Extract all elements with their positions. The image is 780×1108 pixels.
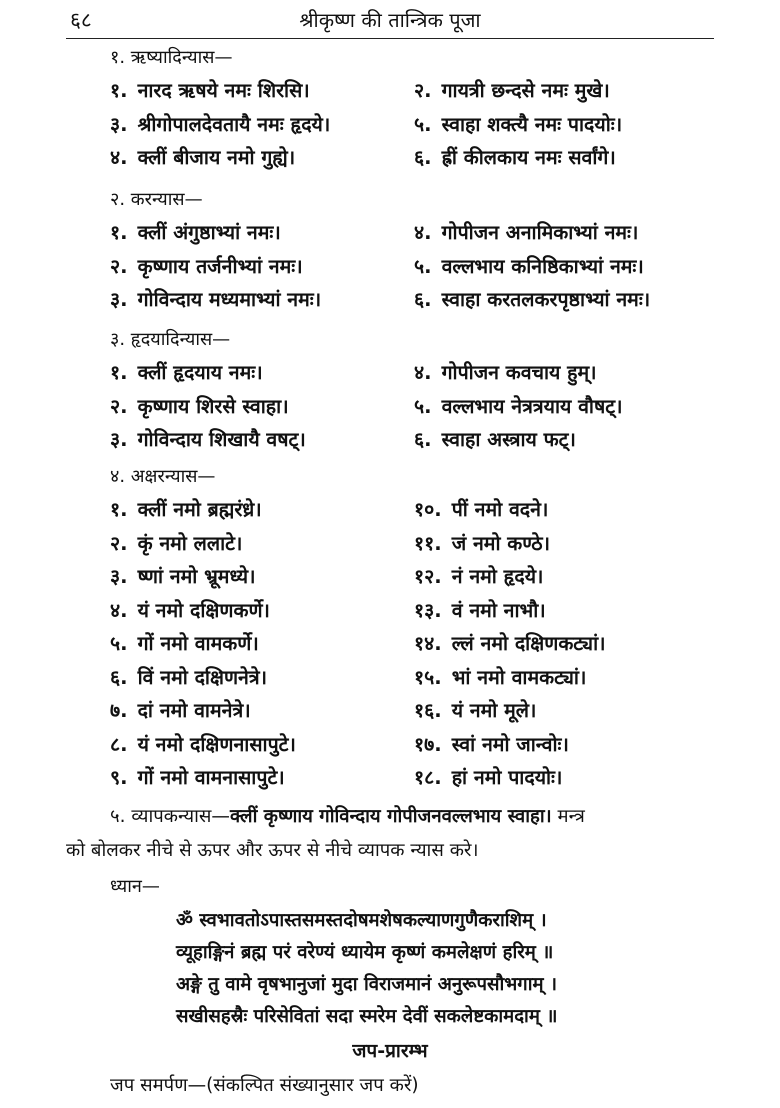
jap-samarpan: जप समर्पण—(संकल्पित संख्यानुसार जप करें) (110, 1075, 419, 1096)
vyapak-after: मन्त्र (551, 806, 585, 827)
nyas-cell (414, 216, 638, 250)
item-number: १. (110, 221, 128, 244)
item-text: हां नमो पादयोः। (451, 766, 563, 789)
verse-line: सखीसहस्रैः परिसेवितां सदा स्मरेम देवीं सकलेष्टकामदाम् ॥ (176, 1006, 558, 1027)
item-number: ३. (110, 565, 128, 588)
nyas-row (66, 283, 726, 317)
item-number: ६. (110, 665, 128, 689)
nyas-cell (414, 390, 622, 424)
item-text: गोपीजन कवचाय हुम्। (441, 361, 597, 384)
nyas-cell (414, 283, 650, 317)
nyas-cell (414, 694, 536, 728)
nyas-row (66, 761, 726, 795)
nyas-row (66, 527, 726, 561)
nyas-row (66, 560, 726, 594)
item-number: ७. (110, 699, 128, 722)
item-text: स्वाहा करतलकरपृष्ठाभ्यां नमः। (441, 288, 651, 311)
item-number: १. (110, 498, 128, 521)
item-number: ५. (110, 632, 128, 655)
nyas-row (66, 141, 726, 175)
item-number: १५. (414, 665, 442, 689)
section-title: १. ऋष्यादिन्यास— (110, 47, 233, 68)
item-number: ५. (414, 254, 432, 278)
nyas-cell (66, 250, 414, 284)
item-text: गों नमो वामकर्णे। (137, 632, 259, 655)
item-text: नारद ऋषये नमः शिरसि। (137, 79, 310, 102)
item-number: ४. (414, 221, 432, 244)
item-text: वल्लभाय कनिष्ठिकाभ्यां नमः। (441, 254, 644, 278)
nyas-cell (414, 141, 616, 175)
page-header (0, 4, 780, 36)
item-number: २. (110, 531, 128, 555)
page-number: ६८ (70, 8, 92, 32)
nyas-cell (414, 493, 548, 527)
item-text: विं नमो दक्षिणनेत्रे। (137, 665, 268, 689)
item-text: पीं नमो वदने। (451, 498, 549, 521)
nyas-row (66, 74, 726, 108)
nyas-cell (414, 661, 586, 695)
nyas-cell (414, 560, 543, 594)
nyas-row (66, 390, 726, 424)
nyas-row (66, 627, 726, 661)
nyas-cell (414, 761, 562, 795)
nyas-cell (414, 627, 606, 661)
section-karanyas (66, 183, 726, 317)
item-number: ११. (414, 531, 442, 555)
nyas-cell (66, 694, 414, 728)
section-rishyadinyas (66, 41, 726, 175)
jap-heading: जप-प्रारम्भ (352, 1040, 428, 1062)
nyas-cell (414, 423, 576, 457)
nyas-row (66, 216, 726, 250)
nyas-cell (66, 216, 414, 250)
vyapak-label: ५. व्यापकन्यास— (110, 806, 230, 827)
section-title: ४. अक्षरन्यास— (110, 466, 216, 487)
item-text: गोविन्दाय शिखायै वषट्। (137, 428, 306, 451)
item-number: १. (110, 79, 128, 102)
nyas-row (66, 694, 726, 728)
item-number: १६. (414, 699, 442, 722)
item-text: गोपीजन अनामिकाभ्यां नमः। (441, 221, 639, 244)
item-text: गों नमो वामनासापुटे। (137, 766, 285, 789)
nyas-cell (66, 390, 414, 424)
nyas-cell (66, 661, 414, 695)
item-text: दां नमो वामनेत्रे। (137, 699, 251, 722)
item-text: ल्लं नमो दक्षिणकट्यां। (451, 632, 606, 655)
item-text: जं नमो कण्ठे। (451, 531, 551, 555)
section-hridayadinyas (66, 323, 726, 457)
nyas-cell (66, 728, 414, 762)
item-number: २. (414, 79, 432, 102)
item-number: १२. (414, 565, 442, 588)
item-number: २. (110, 394, 128, 418)
nyas-cell (414, 527, 550, 561)
nyas-row (66, 108, 726, 142)
item-number: १८. (414, 766, 442, 789)
item-number: १७. (414, 732, 442, 756)
item-number: ५. (414, 394, 432, 418)
item-number: १०. (414, 498, 442, 521)
item-number: ६. (414, 288, 432, 311)
nyas-cell (66, 74, 414, 108)
item-text: कृष्णाय शिरसे स्वाहा। (137, 394, 289, 418)
nyas-cell (66, 108, 414, 142)
item-number: ४. (110, 598, 128, 622)
nyas-row (66, 493, 726, 527)
item-text: वं नमो नाभौ। (451, 598, 546, 622)
item-number: ४. (110, 146, 128, 169)
item-text: कृष्णाय तर्जनीभ्यां नमः। (137, 254, 303, 278)
nyas-cell (66, 627, 414, 661)
item-number: ६. (414, 428, 432, 451)
nyas-cell (66, 423, 414, 457)
verse-line: ॐ स्वभावतोऽपास्तसमस्तदोषमशेषकल्याणगुणैकराशिम् । (176, 910, 547, 931)
item-text: क्लीं अंगुष्ठाभ्यां नमः। (137, 221, 281, 244)
vyapak-line2: को बोलकर नीचे से ऊपर और ऊपर से नीचे व्यापक न्यास करे। (66, 840, 479, 861)
item-text: यं नमो मूले। (451, 699, 537, 722)
item-number: ८. (110, 732, 128, 756)
item-number: ३. (110, 288, 128, 311)
item-number: ४. (414, 361, 432, 384)
nyas-cell (66, 594, 414, 628)
item-number: १. (110, 361, 128, 384)
nyas-cell (414, 74, 610, 108)
item-text: गायत्री छन्दसे नमः मुखे। (441, 79, 610, 102)
nyas-cell (66, 141, 414, 175)
nyas-cell (66, 356, 414, 390)
section-title: ३. हृदयादिन्यास— (110, 329, 231, 350)
item-number: २. (110, 254, 128, 278)
item-text: स्वां नमो जान्वोः। (451, 732, 569, 756)
nyas-cell (414, 594, 546, 628)
nyas-cell (66, 283, 414, 317)
nyas-row (66, 356, 726, 390)
nyas-cell (414, 250, 644, 284)
item-number: ५. (414, 112, 432, 136)
item-number: १३. (414, 598, 442, 622)
section-aksharanyas (66, 460, 726, 795)
item-text: क्लीं हृदयाय नमः। (137, 361, 263, 384)
nyas-cell (66, 761, 414, 795)
item-text: भां नमो वामकट्यां। (451, 665, 587, 689)
vyapak-nyas (66, 800, 726, 868)
item-number: ६. (414, 146, 432, 169)
item-number: १४. (414, 632, 442, 655)
nyas-row (66, 661, 726, 695)
nyas-row (66, 594, 726, 628)
header-rule (66, 38, 714, 39)
nyas-cell (66, 527, 414, 561)
nyas-row (66, 250, 726, 284)
item-number: ३. (110, 112, 128, 136)
item-text: स्वाहा अस्त्राय फट्। (441, 428, 576, 451)
item-text: ह्रीं कीलकाय नमः सर्वांगे। (441, 146, 616, 169)
item-text: कृं नमो ललाटे। (137, 531, 243, 555)
section-title: २. करन्यास— (110, 189, 203, 210)
nyas-cell (414, 728, 569, 762)
item-text: यं नमो दक्षिणकर्णे। (137, 598, 270, 622)
nyas-cell (66, 560, 414, 594)
item-text: ष्णां नमो भ्रूमध्ये। (137, 565, 256, 588)
verse-line: अङ्गे तु वामे वृषभानुजां मुदा विराजमानं अनुरूपसौभगाम् । (176, 974, 558, 995)
item-text: स्वाहा शक्त्यै नमः पादयोः। (441, 112, 623, 136)
dhyan-title: ध्यान— (110, 876, 160, 897)
item-text: गोविन्दाय मध्यमाभ्यां नमः। (137, 288, 322, 311)
item-text: वल्लभाय नेत्रत्रयाय वौषट्। (441, 394, 623, 418)
nyas-cell (414, 108, 622, 142)
nyas-cell (414, 356, 597, 390)
verse-line: व्यूहाङ्गिनं ब्रह्म परं वरेण्यं ध्यायेम कृष्णं कमलेक्षणं हरिम् ॥ (176, 942, 554, 963)
item-number: ३. (110, 428, 128, 451)
item-text: क्लीं नमो ब्रह्मरंध्रे। (137, 498, 262, 521)
item-number: ९. (110, 766, 128, 789)
nyas-row (66, 728, 726, 762)
vyapak-mantra: क्लीं कृष्णाय गोविन्दाय गोपीजनवल्लभाय स्वाहा। (229, 806, 552, 827)
item-text: नं नमो हृदये। (451, 565, 544, 588)
dhyan-verse (176, 905, 557, 1033)
nyas-cell (66, 493, 414, 527)
nyas-row (66, 423, 726, 457)
item-text: क्लीं बीजाय नमो गुह्ये। (137, 146, 296, 169)
item-text: यं नमो दक्षिणनासापुटे। (137, 732, 296, 756)
running-title: श्रीकृष्ण की तान्त्रिक पूजा (299, 8, 481, 32)
item-text: श्रीगोपालदेवतायै नमः हृदये। (137, 112, 331, 136)
